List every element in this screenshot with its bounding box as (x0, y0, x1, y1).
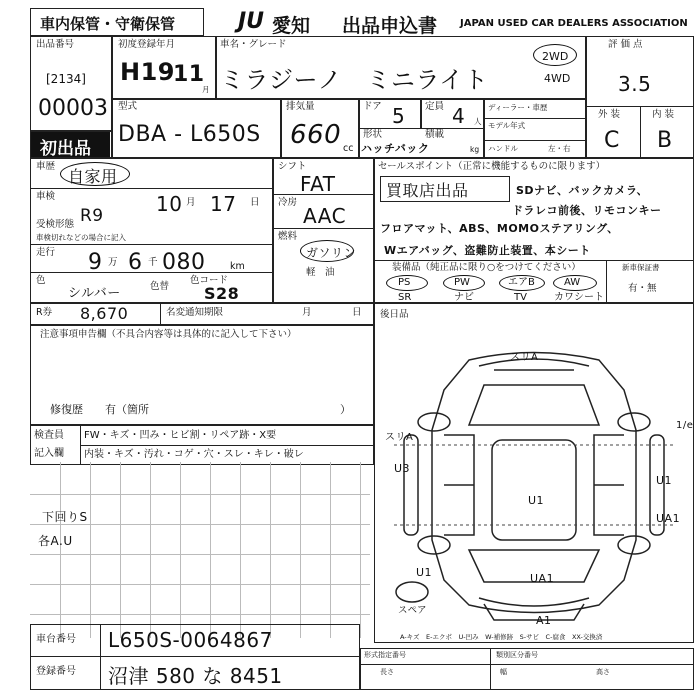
exterior-codes: FW・キズ・凹み・ヒビ割・リペア跡・X要 (84, 430, 277, 441)
sales-line-1: 買取店出品 (386, 181, 469, 200)
equip-kawa-seat: カワシート (554, 292, 604, 303)
dealer-label: ディーラー・車歴 (488, 103, 548, 112)
deadline-day: 日 (352, 307, 362, 318)
lot-no-label: 出品番号 (36, 39, 75, 50)
shift-label: シフト (278, 161, 307, 172)
notes-label: 注意事項申告欄（不具合内容等は具体的に記入して下さい） (40, 329, 297, 340)
association-name: JAPAN USED CAR DEALERS ASSOCIATION (460, 18, 688, 29)
equip-airbag: エアB (508, 277, 535, 288)
chassis-no-value: L650S-0064867 (108, 628, 273, 652)
inspection-day: 17 (210, 192, 237, 216)
sales-line-1b: SDナビ、バックカメラ、 (516, 184, 649, 197)
equip-ps: PS (398, 277, 411, 288)
capacity-unit: 人 (474, 117, 482, 126)
aircon-value: AAC (303, 204, 347, 228)
mark-far-right: 1/e (676, 420, 694, 431)
repair-history-label: 修復歴 有（箇所 (50, 403, 149, 416)
repair-history-close: ） (340, 403, 351, 416)
sales-line-2: ドラレコ前後、リモコンキー (512, 204, 662, 217)
kg-unit: kg (470, 145, 480, 154)
cc-unit: cc (343, 143, 354, 154)
mark-ua1-bottom: UA1 (530, 572, 555, 585)
color-code-label: 色コード (190, 275, 229, 286)
sales-line-3: フロアマット、ABS、MOMOステアリング、 (380, 222, 619, 235)
mileage-sen-unit: 千 (148, 257, 158, 268)
damage-legend: A-キズ E-エクボ U-凹み W-補修跡 S-サビ C-腐食 XX-交換済 (400, 633, 603, 641)
fuel-light-label: 軽 油 (306, 267, 335, 278)
mark-left-front: スリA (385, 432, 414, 443)
model-year-label: モデル年式 (488, 121, 526, 130)
capacity-count: 4 (452, 104, 466, 128)
mark-u3: U3 (394, 462, 411, 475)
inspection-label: 車検 (36, 191, 56, 202)
deadline-month: 月 (302, 307, 312, 318)
mileage-km-unit: km (230, 261, 245, 272)
first-listing-label: 初出品 (40, 139, 91, 159)
car-name-grade-label: 車名・グレード (220, 39, 287, 50)
mileage-man: 9 (88, 250, 103, 275)
lot-number: 00003 (38, 96, 108, 121)
fuel-value: ガソリン (306, 246, 357, 260)
equip-tv: TV (514, 292, 527, 303)
sales-line-4: Wエアバッグ、盗難防止装置、本シート (384, 244, 591, 257)
fuel-label: 燃料 (278, 231, 298, 242)
chassis-no-label: 車台番号 (36, 634, 76, 645)
color-value: シルバー (68, 286, 121, 301)
displacement-label: 排気量 (286, 101, 315, 112)
inspection-note-label: 受検形態 (36, 219, 75, 230)
aircon-label: 冷房 (278, 197, 298, 208)
name-change-deadline-label: 名変通知期限 (166, 307, 224, 318)
exterior-label: 外 装 (598, 109, 621, 120)
entry-field-label: 記入欄 (34, 448, 64, 459)
mileage-rest: 080 (162, 250, 206, 275)
inspector-label: 検査員 (34, 430, 64, 441)
mark-u1-center: U1 (528, 494, 545, 507)
mark-a1-bottom: A1 (536, 614, 552, 627)
car-history-label: 車歴 (36, 161, 56, 172)
reg-no-label: 登録番号 (36, 666, 76, 677)
sales-points-label: セールスポイント（正常に機能するものに限ります） (378, 161, 606, 172)
car-name: ミラジーノ ミニライト (220, 66, 489, 94)
r-ken-label: R券 (36, 307, 53, 318)
r-ken-value: 8,670 (80, 304, 129, 323)
first-reg-label: 初度登録年月 (118, 39, 176, 50)
equip-sr: SR (398, 292, 412, 303)
rear-seat-label: 後日品 (380, 309, 409, 320)
interior-codes: 内装・キズ・汚れ・コゲ・穴・スレ・キレ・破レ (84, 449, 304, 460)
inspection-sub-label: 車検切れなどの場合に記入 (36, 233, 126, 242)
door-count: 5 (392, 104, 406, 128)
reg-year: H19 (120, 58, 175, 86)
equip-navi: ナビ (454, 292, 474, 303)
model-code: DBA - L650S (118, 122, 261, 147)
org-name: 愛知 (272, 15, 311, 37)
evaluation-score: 3.5 (618, 72, 652, 96)
width-label: 幅 (500, 668, 507, 676)
drive-2wd: 2WD (542, 50, 569, 63)
warranty-options: 有・無 (628, 283, 657, 294)
ju-logo: JU (238, 9, 265, 34)
load-label: 積載 (425, 129, 445, 140)
shift-value: FAT (300, 172, 336, 196)
mileage-sen: 6 (128, 250, 143, 275)
inspection-day-lbl: 日 (250, 197, 260, 208)
interior-grade: B (657, 128, 673, 153)
drive-4wd: 4WD (544, 72, 571, 85)
color-code-value: S28 (204, 284, 240, 303)
frame-title-label: 形式指定番号 (364, 651, 406, 659)
equip-pw: PW (454, 277, 470, 288)
storage-note: 車内保管・守衛保管 (40, 15, 176, 33)
spare-label: スペア (398, 605, 427, 616)
new-warranty-label: 新車保証書 (622, 263, 660, 272)
handwritten-note-1: 下回りS (42, 510, 88, 524)
color-change-label: 色替 (150, 281, 170, 292)
sheet-title: 出品申込書 (342, 15, 438, 37)
exterior-grade: C (604, 128, 620, 153)
equipment-label: 装備品（純正品に限り○をつけてください） (392, 262, 581, 273)
shape-value: ハッチバック (361, 142, 430, 155)
mark-u1-right: U1 (656, 474, 673, 487)
height-label: 高さ (596, 668, 610, 676)
mark-u1-bottom-left: U1 (416, 566, 433, 579)
interior-label: 内 装 (652, 109, 675, 120)
mileage-man-unit: 万 (108, 257, 118, 268)
inspection-month: 10 (156, 192, 183, 216)
handle-options: 左・右 (548, 144, 571, 153)
reg-month: 11 (173, 62, 205, 87)
shape-label: 形状 (363, 129, 383, 140)
handle-label: ハンドル (488, 144, 518, 153)
inspection-year: R9 (80, 206, 104, 226)
displacement-value: 660 (290, 120, 342, 150)
model-label: 型式 (118, 101, 138, 112)
evaluation-label: 評 価 点 (608, 39, 643, 50)
equip-aw: AW (564, 277, 581, 288)
length-label: 長さ (380, 668, 394, 676)
mark-top-front: スリA (510, 352, 539, 363)
own-use-value: 自家用 (68, 167, 118, 186)
color-label: 色 (36, 275, 46, 286)
handwritten-note-2: 各A.U (38, 534, 73, 548)
car-diagram (374, 330, 694, 630)
capacity-label: 定員 (425, 101, 445, 112)
mark-ua1-right: UA1 (656, 512, 681, 525)
inspection-month-lbl: 月 (186, 197, 196, 208)
reg-no-value: 沼津 580 な 8451 (108, 664, 283, 688)
door-label: ドア (363, 101, 382, 112)
class-no-label: 類別区分番号 (496, 651, 538, 659)
lot-bracket: [2134] (46, 72, 86, 86)
mileage-label: 走行 (36, 247, 56, 258)
reg-month-mark: 月 (202, 85, 210, 94)
